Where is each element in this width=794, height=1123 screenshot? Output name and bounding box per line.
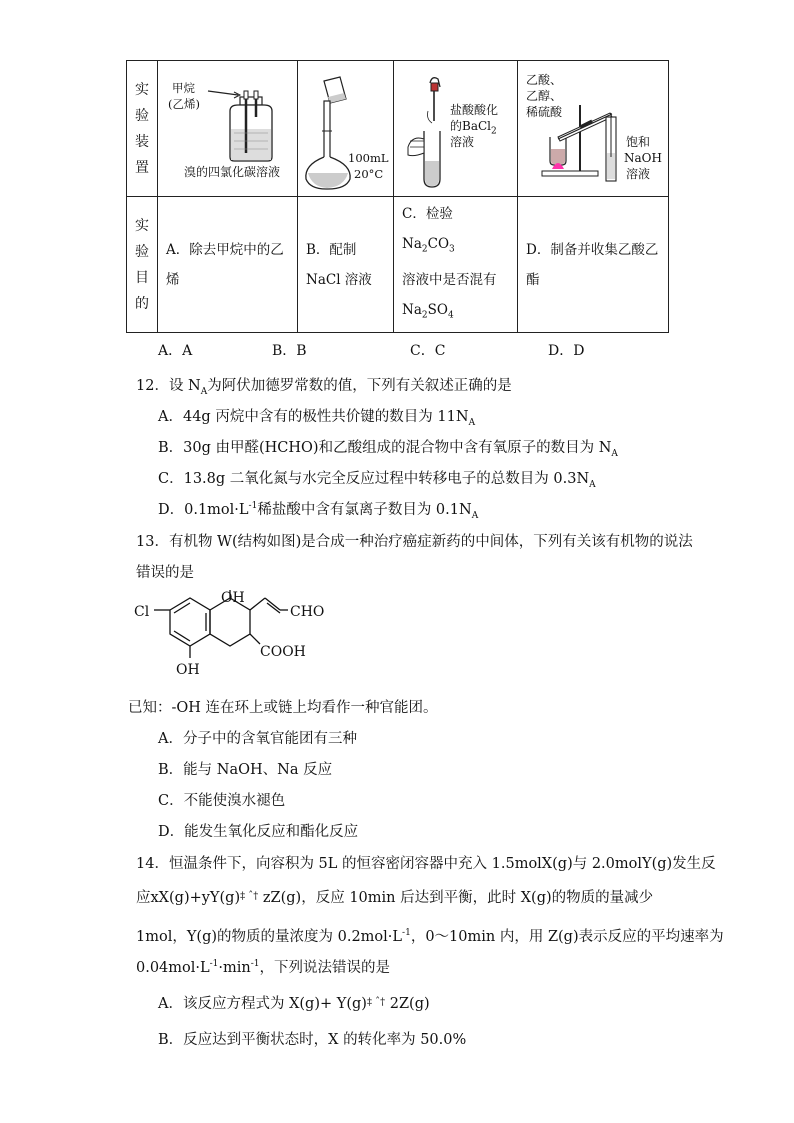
- header-char: 置: [135, 159, 149, 176]
- experiment-table: [126, 60, 669, 333]
- header-apparatus: [127, 61, 158, 197]
- purpose-c: [394, 197, 518, 333]
- q14-stem-line3: [136, 925, 724, 946]
- label-ethanol: 乙醇、: [526, 89, 563, 103]
- q14-option-a-text: 2Z(g): [389, 996, 430, 1012]
- sub: 3: [449, 244, 455, 255]
- group-oh-bottom: OH: [176, 662, 200, 678]
- q12-option-c-text: C．13.8g 二氧化氮与水完全反应过程中转移电子的总数目为 0.3N: [158, 471, 590, 487]
- q12-stem: [136, 374, 512, 397]
- q14-option-b[interactable]: B．反应达到平衡状态时，X 的转化率为 50.0%: [158, 1032, 467, 1048]
- equilibrium-arrow-icon: ‡ ˆ†: [240, 891, 259, 902]
- label-reagent-3: 溶液: [450, 135, 475, 149]
- label-volume: 100mL: [348, 151, 389, 165]
- q12-option-a-text: A．44g 丙烷中含有的极性共价键的数目为 11N: [158, 409, 469, 425]
- label-saturated: 饱和: [626, 135, 651, 149]
- label-sulfuric-acid: 稀硫酸: [526, 105, 563, 119]
- header-char: 装: [135, 133, 149, 150]
- q13-option-c[interactable]: C．不能使溴水褪色: [158, 793, 286, 809]
- purpose-c-text: CO: [427, 235, 450, 252]
- q11-option-b[interactable]: B．B: [272, 343, 307, 359]
- purpose-d: D．制备并收集乙酸乙酯: [518, 197, 669, 333]
- molecule-structure: [130, 588, 325, 680]
- q11-option-c[interactable]: C．C: [410, 343, 446, 359]
- sub: 2: [421, 244, 428, 255]
- label-solution: 溶液: [626, 167, 651, 181]
- q12-option-b[interactable]: [158, 436, 618, 459]
- header-char: 实: [135, 217, 149, 234]
- purpose-c-text: C．检验 Na: [402, 205, 453, 252]
- sup: -1: [250, 959, 260, 970]
- q14-line3-b: ，0～10min 内，用 Z(g)表示反应的平均速率为: [410, 929, 724, 945]
- label-reagent-2-sub: 2: [491, 126, 497, 137]
- header-char: 实: [135, 81, 149, 98]
- q12-option-d[interactable]: [158, 498, 478, 521]
- group-cooh: COOH: [260, 644, 306, 660]
- header-char: 验: [135, 107, 149, 124]
- table-row-apparatus: [127, 61, 669, 197]
- q14-line4-c: ，下列说法错误的是: [259, 960, 391, 976]
- q12-option-d-text: 稀盐酸中含有氯离子数目为 0.1N: [257, 502, 472, 518]
- q12-option-c[interactable]: [158, 467, 596, 490]
- sub: A: [468, 417, 476, 428]
- sup: -1: [209, 959, 219, 970]
- header-char: 验: [135, 243, 149, 260]
- sub: A: [611, 448, 618, 459]
- sub: 4: [447, 310, 454, 321]
- q14-stem-line2: [136, 886, 653, 907]
- q14-option-a-text: A．该反应方程式为 X(g)+ Y(g): [158, 996, 367, 1012]
- atom-cl: Cl: [134, 604, 150, 620]
- group-oh-top: OH: [221, 590, 245, 606]
- q12-stem-a: 12．设 N: [136, 378, 201, 394]
- q12-option-b-text: B．30g 由甲醛(HCHO)和乙酸组成的混合物中含有氧原子的数目为 N: [158, 440, 612, 456]
- sup: -1: [248, 501, 258, 512]
- label-methane: 甲烷: [172, 81, 195, 95]
- q13-note: 已知：-OH 连在环上或链上均看作一种官能团。: [128, 700, 438, 716]
- q12-stem-b: 为阿伏加德罗常数的值，下列有关叙述正确的是: [207, 378, 512, 394]
- label-naoh: NaOH: [624, 151, 662, 165]
- q11-option-d[interactable]: D．D: [548, 343, 585, 359]
- sub: A: [471, 510, 479, 521]
- header-char: 的: [135, 295, 149, 312]
- q14-line4-b: ·min: [218, 960, 251, 976]
- q14-line2-b: zZ(g)，反应 10min 后达到平衡，此时 X(g)的物质的量减少: [262, 890, 654, 906]
- purpose-a: A．除去甲烷中的乙烯: [158, 197, 298, 333]
- apparatus-d: [518, 61, 669, 197]
- q14-line3-a: 1mol，Y(g)的物质的量浓度为 0.2mol·L: [136, 929, 403, 945]
- label-bromine-solution: 溴的四氯化碳溶液: [184, 165, 281, 179]
- q14-option-a[interactable]: [158, 992, 430, 1013]
- q14-stem-line1: 14．恒温条件下，向容积为 5L 的恒容密闭容器中充入 1.5molX(g)与 2.0molY(g)发生反: [136, 856, 716, 872]
- q12-option-a[interactable]: [158, 405, 475, 428]
- q14-stem-line4: [136, 956, 390, 977]
- purpose-c-text: SO: [427, 301, 448, 318]
- apparatus-a: [158, 61, 298, 197]
- label-acetic-acid: 乙酸、: [526, 73, 563, 87]
- group-cho: CHO: [290, 604, 325, 620]
- q14-line2-a: 应xX(g)+yY(g): [136, 890, 241, 906]
- equilibrium-arrow-icon: ‡ ˆ†: [366, 997, 386, 1008]
- table-row-purpose: [127, 197, 669, 333]
- header-char: 目: [135, 269, 149, 286]
- q13-stem-line2: 错误的是: [136, 565, 194, 581]
- sub: A: [589, 479, 596, 490]
- sub: A: [200, 386, 208, 397]
- apparatus-c: [394, 61, 518, 197]
- sub: 2: [421, 310, 428, 321]
- purpose-c-text: Na: [402, 301, 422, 318]
- q12-option-d-text: D．0.1mol·L: [158, 502, 249, 518]
- label-temperature: 20°C: [354, 167, 384, 181]
- q13-stem-line1: 13．有机物 W(结构如图)是合成一种治疗癌症新药的中间体，下列有关该有机物的说法: [136, 534, 693, 550]
- apparatus-b: [298, 61, 394, 197]
- sup: -1: [402, 928, 411, 939]
- q11-option-a[interactable]: A．A: [158, 343, 193, 359]
- q13-option-a[interactable]: A．分子中的含氧官能团有三种: [158, 731, 357, 747]
- q13-option-b[interactable]: B．能与 NaOH、Na 反应: [158, 762, 333, 778]
- q14-line4-a: 0.04mol·L: [136, 960, 210, 976]
- purpose-c-text: 溶液中是否混有: [402, 271, 497, 288]
- label-reagent-1: 盐酸酸化: [450, 103, 499, 117]
- label-ethylene: (乙烯): [168, 97, 200, 111]
- header-purpose: [127, 197, 158, 333]
- purpose-b: B．配制 NaCl 溶液: [298, 197, 394, 333]
- label-reagent-2-text: 的BaCl: [450, 119, 491, 133]
- q13-option-d[interactable]: D．能发生氧化反应和酯化反应: [158, 824, 359, 840]
